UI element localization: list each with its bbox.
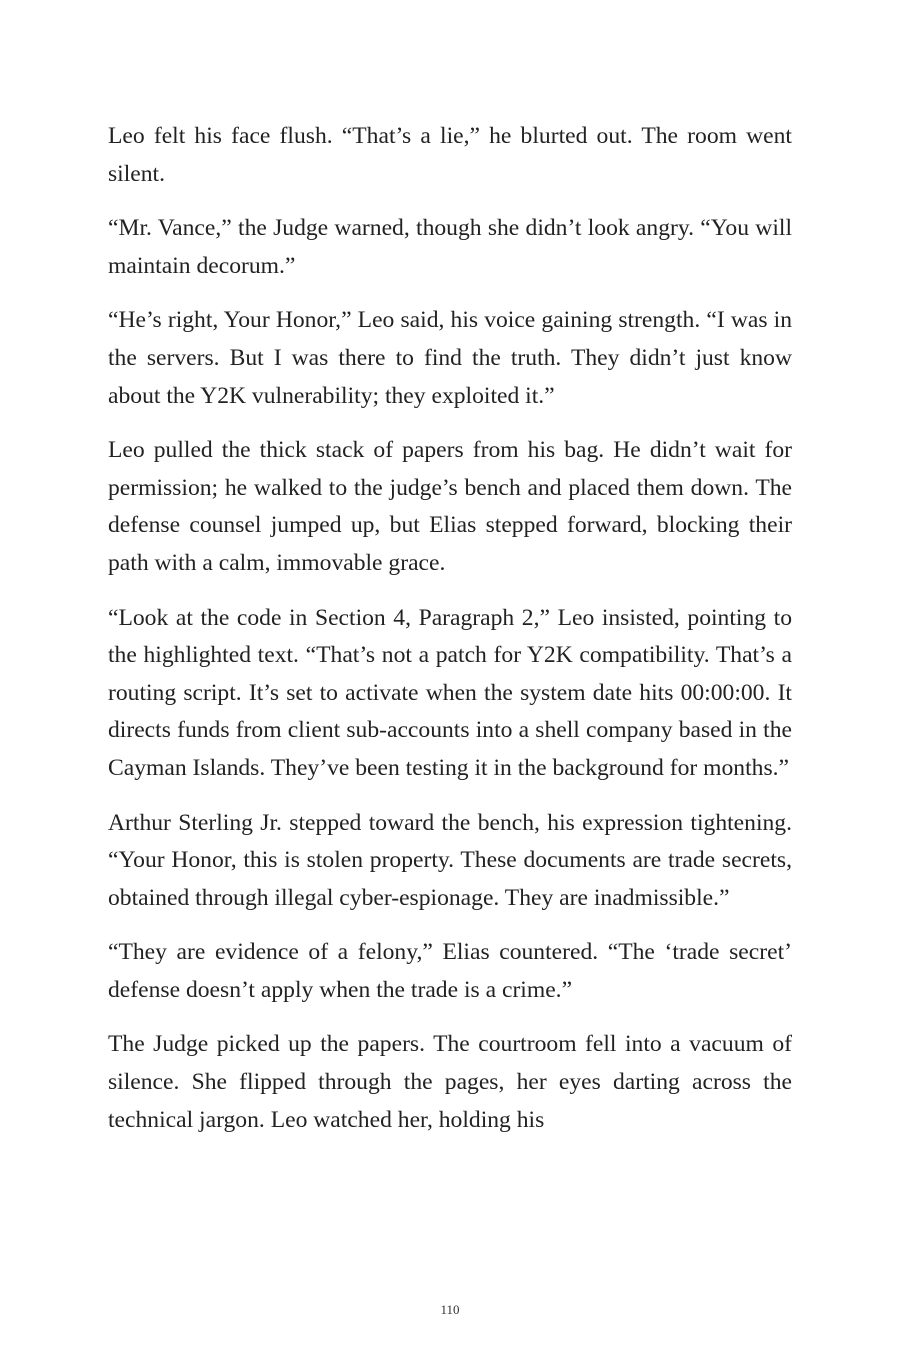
- paragraph: “He’s right, Your Honor,” Leo said, his voice gaining strength. “I was in the servers. But I was there to find the truth. They didn’t just know about the Y2K vulnerability; they exploited it.”: [108, 307, 792, 409]
- paragraph: The Judge picked up the papers. The courtroom fell into a vacuum of silence. She flipped through the pages, her eyes darting across the technical jargon. Leo watched her, holding his: [108, 1031, 792, 1133]
- paragraph: “Look at the code in Section 4, Paragraph 2,” Leo insisted, pointing to the highlighted text. “That’s not a patch for Y2K compatibility. That’s a routing script. It’s set to activate when the system date hits 00:00:00. It directs funds from client sub-accounts into a shell company based in the Cayman Islands. They’ve been testing it in the background for months.”: [108, 604, 792, 781]
- paragraph: Arthur Sterling Jr. stepped toward the bench, his expression tightening. “Your Honor, this is stolen property. These documents are trade secrets, obtained through illegal cyber-espionage. They are inadmissible.”: [108, 809, 792, 911]
- page-number: 110: [440, 1302, 460, 1317]
- paragraph: Leo felt his face flush. “That’s a lie,” he blurted out. The room went silent.: [108, 123, 792, 187]
- paragraph: Leo pulled the thick stack of papers from his bag. He didn’t wait for permission; he walked to the judge’s bench and placed them down. The defense counsel jumped up, but Elias stepped forward, blocking their path with a calm, immovable grace.: [108, 437, 792, 576]
- paragraph: “Mr. Vance,” the Judge warned, though she didn’t look angry. “You will maintain decorum.”: [108, 215, 792, 279]
- paragraph: “They are evidence of a felony,” Elias countered. “The ‘trade secret’ defense doesn’t apply when the trade is a crime.”: [108, 939, 792, 1003]
- body-text: [108, 118, 792, 1156]
